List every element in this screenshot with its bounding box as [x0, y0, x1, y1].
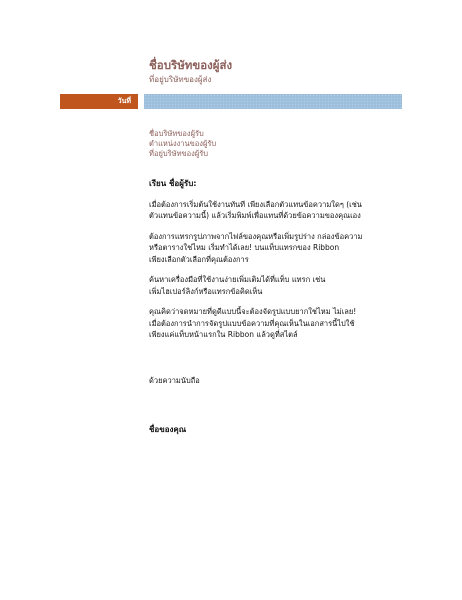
- recipient-block: [149, 129, 409, 159]
- paragraph-line: ตัวแทนข้อความนี้) แล้วเริ่มพิมพ์เพื่อแทนที่ด้วยข้อความของคุณเอง: [149, 211, 361, 220]
- paragraph-line: เพียงแค่แท็บหน้าแรกใน Ribbon แล้วดูที่สไตล์: [149, 330, 298, 339]
- recipient-company-address[interactable]: ที่อยู่บริษัทของผู้รับ: [149, 149, 208, 158]
- paragraph-line: คุณคิดว่าจดหมายที่ดูดีแบบนี้จะต้องจัดรูปแบบยากใช่ไหม ไม่เลย!: [149, 307, 357, 316]
- body-paragraph-4[interactable]: [149, 306, 395, 341]
- date-field[interactable]: วันที่: [60, 94, 138, 109]
- body-paragraph-3[interactable]: [149, 274, 395, 297]
- date-band: [60, 94, 402, 109]
- paragraph-line: เพียงเลือกตัวเลือกที่คุณต้องการ: [149, 254, 249, 264]
- sender-block: [149, 57, 409, 85]
- paragraph-line: ต้องการแทรกรูปภาพจากไฟล์ของคุณหรือเพิ่มรูปร่าง กล่องข้อความ: [149, 231, 363, 241]
- body-paragraph-2[interactable]: [149, 231, 395, 266]
- paragraph-line: ค้นหาเครื่องมือที่ใช้งานง่ายเพิ่มเติมได้ที่แท็บ แทรก เช่น: [149, 275, 326, 284]
- paragraph-line: เมื่อต้องการนำการจัดรูปแบบข้อความที่คุณเห็นในเอกสารนี้ไปใช้: [149, 318, 355, 328]
- recipient-title[interactable]: ตำแหน่งงานของผู้รับ: [149, 139, 217, 148]
- paragraph-line: เพิ่มไฮเปอร์ลิงก์หรือแทรกข้อคิดเห็น: [149, 286, 263, 296]
- decorative-blue-bar: [144, 94, 402, 109]
- letter-body: [149, 178, 395, 350]
- paragraph-line: หรือตารางใช่ไหม เริ่มทำได้เลย! บนแท็บแทรกของ Ribbon: [149, 243, 340, 252]
- recipient-company-name[interactable]: ชื่อบริษัทของผู้รับ: [149, 129, 204, 138]
- body-paragraph-1[interactable]: [149, 199, 395, 222]
- sender-company-name[interactable]: ชื่อบริษัทของผู้ส่ง: [149, 58, 233, 72]
- signature-name[interactable]: ชื่อของคุณ: [149, 425, 187, 434]
- salutation[interactable]: เรียน ชื่อผู้รับ:: [149, 179, 197, 188]
- closing[interactable]: ด้วยความนับถือ: [149, 376, 200, 385]
- sender-company-address[interactable]: ที่อยู่บริษัทของผู้ส่ง: [149, 75, 212, 84]
- paragraph-line: เมื่อต้องการเริ่มต้นใช้งานทันที เพียงเลือกตัวแทนข้อความใดๆ (เช่น: [149, 199, 362, 209]
